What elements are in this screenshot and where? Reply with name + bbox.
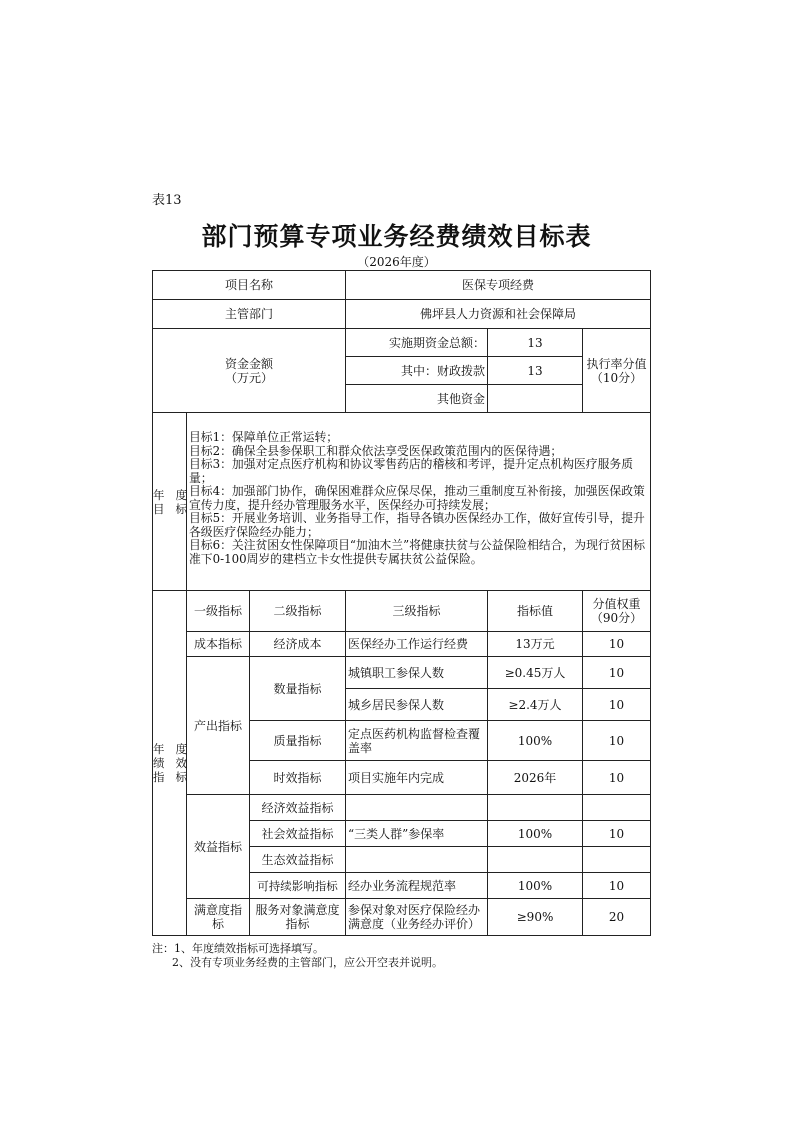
total-funds: 13 bbox=[488, 329, 583, 357]
value-cell bbox=[488, 847, 583, 873]
table-row bbox=[153, 632, 651, 657]
level3-cell bbox=[346, 847, 488, 873]
level2-cell: 时效指标 bbox=[250, 761, 346, 795]
fiscal-funds-label: 其中：财政拨款 bbox=[346, 357, 488, 385]
funds-label: 资金金额 （万元） bbox=[153, 329, 346, 413]
weight-cell bbox=[583, 847, 651, 873]
header-level2: 二级指标 bbox=[250, 591, 346, 632]
level2-cell: 生态效益指标 bbox=[250, 847, 346, 873]
notes bbox=[152, 942, 443, 970]
weight-cell: 10 bbox=[583, 873, 651, 899]
weight-cell: 10 bbox=[583, 721, 651, 761]
value-cell: 100% bbox=[488, 721, 583, 761]
level2-cell: 质量指标 bbox=[250, 721, 346, 761]
value-cell: 100% bbox=[488, 821, 583, 847]
weight-cell: 10 bbox=[583, 821, 651, 847]
table-row bbox=[153, 899, 651, 936]
other-funds bbox=[488, 385, 583, 413]
level3-cell: 医保经办工作运行经费 bbox=[346, 632, 488, 657]
table-row bbox=[153, 795, 651, 821]
table-number: 表13 bbox=[152, 193, 182, 208]
weight-cell: 10 bbox=[583, 657, 651, 689]
level3-cell: 城镇职工参保人数 bbox=[346, 657, 488, 689]
weight-cell bbox=[583, 795, 651, 821]
level1-cell: 成本指标 bbox=[187, 632, 250, 657]
level3-cell: 城乡居民参保人数 bbox=[346, 689, 488, 721]
level3-cell: 经办业务流程规范率 bbox=[346, 873, 488, 899]
level2-cell: 经济成本 bbox=[250, 632, 346, 657]
header-level1: 一级指标 bbox=[187, 591, 250, 632]
value-cell: ≥2.4万人 bbox=[488, 689, 583, 721]
dept-label: 主管部门 bbox=[153, 300, 346, 329]
level3-cell: 项目实施年内完成 bbox=[346, 761, 488, 795]
project-name: 医保专项经费 bbox=[346, 271, 651, 300]
project-name-label: 项目名称 bbox=[153, 271, 346, 300]
level1-cell: 效益指标 bbox=[187, 795, 250, 899]
weight-cell: 10 bbox=[583, 632, 651, 657]
note-2: 2、没有专项业务经费的主管部门，应公开空表并说明。 bbox=[172, 956, 443, 969]
level2-cell: 经济效益指标 bbox=[250, 795, 346, 821]
level2-cell: 社会效益指标 bbox=[250, 821, 346, 847]
dept: 佛坪县人力资源和社会保障局 bbox=[346, 300, 651, 329]
value-cell bbox=[488, 795, 583, 821]
level1-cell: 产出指标 bbox=[187, 657, 250, 795]
value-cell: ≥0.45万人 bbox=[488, 657, 583, 689]
level2-cell: 可持续影响指标 bbox=[250, 873, 346, 899]
level3-cell: “三类人群”参保率 bbox=[346, 821, 488, 847]
level2-cell: 数量指标 bbox=[250, 657, 346, 721]
value-cell: 100% bbox=[488, 873, 583, 899]
level1-cell: 满意度指标 bbox=[187, 899, 250, 936]
value-cell: 13万元 bbox=[488, 632, 583, 657]
other-funds-label: 其他资金 bbox=[346, 385, 488, 413]
note-1: 注：1、年度绩效指标可选择填写。 bbox=[152, 942, 324, 955]
page-title: 部门预算专项业务经费绩效目标表 bbox=[201, 222, 592, 251]
header-weight: 分值权重 （90分） bbox=[583, 591, 651, 632]
fiscal-funds: 13 bbox=[488, 357, 583, 385]
header-level3: 三级指标 bbox=[346, 591, 488, 632]
header-value: 指标值 bbox=[488, 591, 583, 632]
total-funds-label: 实施期资金总额： bbox=[346, 329, 488, 357]
level3-cell bbox=[346, 795, 488, 821]
indicators-label: 年 度 绩 效 指 标 bbox=[153, 591, 187, 936]
table-row bbox=[153, 657, 651, 689]
weight-cell: 20 bbox=[583, 899, 651, 936]
level2-cell: 服务对象满意度指标 bbox=[250, 899, 346, 936]
performance-table bbox=[152, 270, 651, 936]
value-cell: ≥90% bbox=[488, 899, 583, 936]
value-cell: 2026年 bbox=[488, 761, 583, 795]
year-label: （2026年度） bbox=[357, 255, 436, 269]
level3-cell: 参保对象对医疗保险经办满意度（业务经办评价） bbox=[346, 899, 488, 936]
weight-cell: 10 bbox=[583, 689, 651, 721]
exec-score: 执行率分值 （10分） bbox=[583, 329, 651, 413]
goals-label: 年 度 目 标 bbox=[153, 413, 187, 591]
level3-cell: 定点医药机构监督检查覆盖率 bbox=[346, 721, 488, 761]
weight-cell: 10 bbox=[583, 761, 651, 795]
goals-text: 目标1：保障单位正常运转； 目标2：确保全县参保职工和群众依法享受医保政策范围内的医保待遇； 目标3：加强对定点医疗机构和协议零售药店的稽核和考评，提升定点机构医疗服务质量； 目标4：加强部门协作，确保困难群众应保尽保，推动三重制度互补衔接，加强医保政策宣传力度，提升经办管理服务水平，医保经办可持续发展； 目标5：开展业务培训、业务指导工作，指导各镇办医保经办工作，做好宣传引导，提升各级医疗保险经办能力； 目标6：关注贫困女性保障项目“加油木兰”将健康扶贫与公益保险相结合，为现行贫困标准下0-100周岁的建档立卡女性提供专属扶贫公益保险。 bbox=[187, 413, 651, 591]
